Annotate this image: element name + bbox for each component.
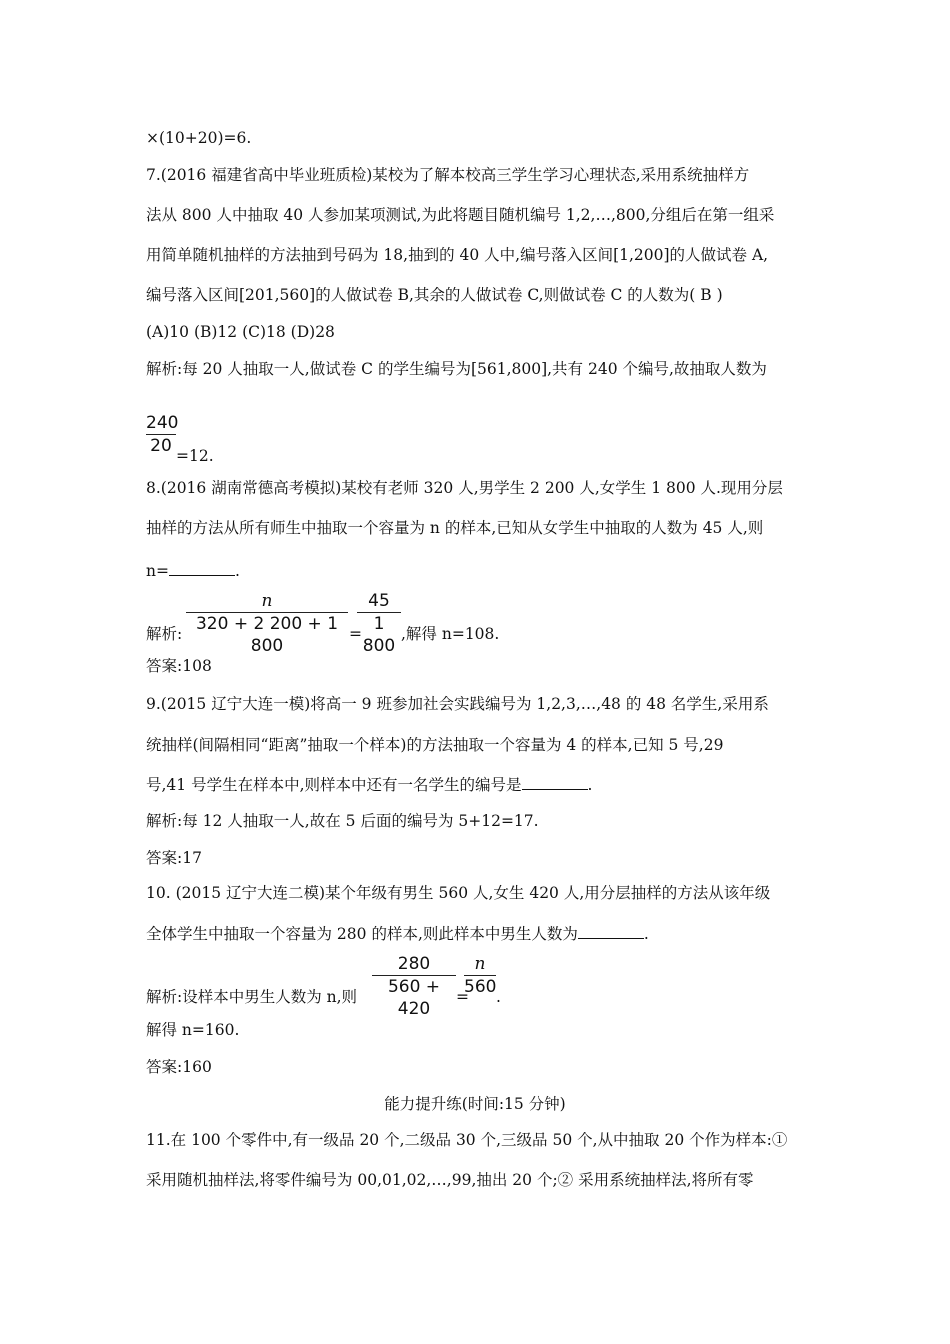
question-7-line-4: 编号落入区间[201,560]的人做试卷 B,其余的人做试卷 C,则做试卷 C 的人数为( B ) bbox=[146, 286, 723, 304]
question-8-solution-label: 解析: bbox=[146, 625, 183, 643]
question-8-answer: 答案:108 bbox=[146, 657, 212, 675]
question-10-line-1: 10. (2015 辽宁大连二模)某个年级有男生 560 人,女生 420 人,用分层抽样的方法从该年级 bbox=[146, 884, 771, 902]
fraction-45-over-1800 bbox=[357, 590, 401, 657]
question-10-line-2 bbox=[146, 924, 649, 944]
question-11-line-1: 11.在 100 个零件中,有一级品 20 个,二级品 30 个,三级品 50 个,从中抽取 20 个作为样本:① bbox=[146, 1131, 788, 1149]
fraction-240-over-20 bbox=[146, 412, 179, 457]
question-10-solve: 解得 n=160. bbox=[146, 1021, 240, 1039]
answer-suffix: . bbox=[234, 562, 240, 580]
fraction-result: =12. bbox=[176, 447, 214, 465]
question-8-line-1: 8.(2016 湖南常德高考模拟)某校有老师 320 人,男学生 2 200 人,女学生 1 800 人.现用分层 bbox=[146, 479, 783, 497]
fraction-denominator: 560 bbox=[464, 977, 497, 997]
question-9-line-3 bbox=[146, 775, 592, 795]
fraction-equals: = bbox=[349, 625, 362, 643]
fraction-numerator: n bbox=[261, 591, 273, 611]
fraction-numerator: 280 bbox=[397, 954, 431, 974]
question-7-line-3: 用简单随机抽样的方法抽到号码为 18,抽到的 40 人中,编号落入区间[1,200]的人做试卷 A, bbox=[146, 246, 769, 264]
fraction-n-over-sum bbox=[186, 590, 348, 657]
question-8-line-2: 抽样的方法从所有师生中抽取一个容量为 n 的样本,已知从女学生中抽取的人数为 45 人,则 bbox=[146, 519, 764, 537]
continuation-line: ×(10+20)=6. bbox=[146, 129, 252, 147]
question-7-options: (A)10 (B)12 (C)18 (D)28 bbox=[146, 323, 335, 341]
question-8-line-3 bbox=[146, 561, 240, 581]
fraction-n-over-560 bbox=[464, 953, 496, 998]
answer-blank bbox=[578, 924, 644, 939]
answer-blank bbox=[522, 775, 588, 790]
question-9-line-2: 统抽样(间隔相同“距离”抽取一个样本)的方法抽取一个容量为 4 的样本,已知 5 号,29 bbox=[146, 736, 724, 754]
fraction-equals: = bbox=[456, 988, 469, 1006]
question-9-line-1: 9.(2015 辽宁大连一模)将高一 9 班参加社会实践编号为 1,2,3,…,48 的 48 名学生,采用系 bbox=[146, 695, 769, 713]
question-9-suffix: . bbox=[587, 776, 593, 794]
answer-blank bbox=[169, 561, 235, 576]
answer-prefix: n= bbox=[146, 562, 169, 580]
question-10-answer: 答案:160 bbox=[146, 1058, 212, 1076]
question-11-line-2: 采用随机抽样法,将零件编号为 00,01,02,…,99,抽出 20 个;② 采用系统抽样法,将所有零 bbox=[146, 1171, 754, 1189]
fraction-numerator: 240 bbox=[146, 413, 179, 433]
fraction-numerator: 45 bbox=[368, 591, 390, 611]
question-10-solution-suffix: . bbox=[496, 988, 501, 1006]
fraction-denominator: 560 + 420 bbox=[387, 977, 441, 1019]
question-7-line-2: 法从 800 人中抽取 40 人参加某项测试,为此将题目随机编号 1,2,…,800,分组后在第一组采 bbox=[146, 206, 775, 224]
fraction-denominator: 1 800 bbox=[362, 614, 396, 656]
question-9-solution: 解析:每 12 人抽取一人,故在 5 后面的编号为 5+12=17. bbox=[146, 812, 539, 830]
fraction-numerator: n bbox=[474, 954, 486, 974]
question-10-suffix: . bbox=[643, 925, 649, 943]
question-7-solution: 解析:每 20 人抽取一人,做试卷 C 的学生编号为[561,800],共有 240 个编号,故抽取人数为 bbox=[146, 360, 767, 378]
question-10-text: 全体学生中抽取一个容量为 280 的样本,则此样本中男生人数为 bbox=[146, 925, 578, 943]
question-9-answer: 答案:17 bbox=[146, 849, 202, 867]
section-heading: 能力提升练(时间:15 分钟) bbox=[384, 1095, 566, 1113]
fraction-denominator: 20 bbox=[150, 436, 172, 456]
fraction-280-over-sum bbox=[372, 953, 456, 1020]
question-7-line-1: 7.(2016 福建省高中毕业班质检)某校为了解本校高三学生学习心理状态,采用系统抽样方 bbox=[146, 166, 750, 184]
question-9-text: 号,41 号学生在样本中,则样本中还有一名学生的编号是 bbox=[146, 776, 522, 794]
question-8-solution-result: ,解得 n=108. bbox=[401, 625, 500, 643]
question-10-solution-text: 解析:设样本中男生人数为 n,则 bbox=[146, 988, 358, 1006]
fraction-denominator: 320 + 2 200 + 1 800 bbox=[195, 614, 339, 656]
